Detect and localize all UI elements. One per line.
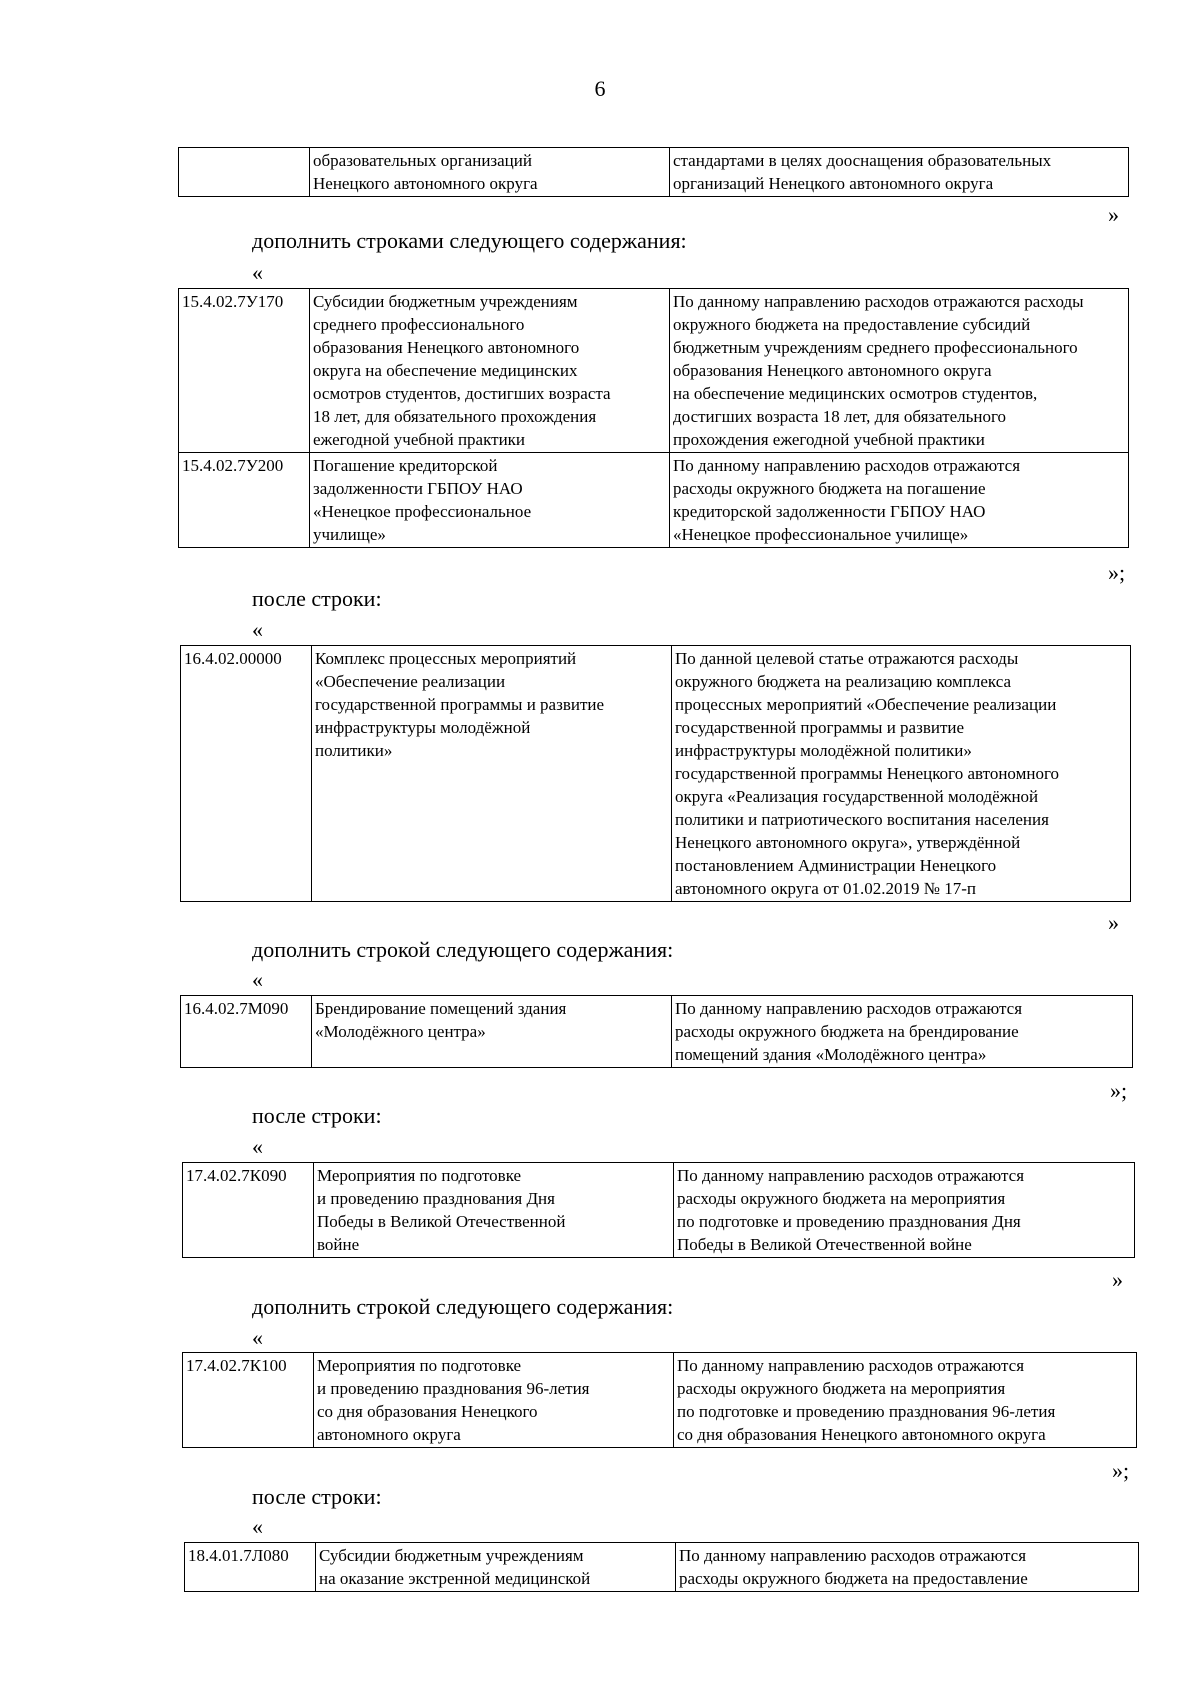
budget-table-3	[180, 995, 1133, 1068]
text-line: ежегодной учебной практики	[313, 430, 526, 449]
text-line: инфраструктуры молодёжной политики»	[675, 741, 972, 760]
closing-quote: »;	[1110, 1078, 1128, 1103]
opening-quote: «	[252, 1514, 263, 1539]
closing-quote: »	[1108, 202, 1119, 227]
text-line: политики»	[315, 741, 393, 760]
text-line: на обеспечение медицинских осмотров студентов,	[673, 384, 1038, 403]
table-row	[181, 996, 1133, 1068]
page-number: 6	[594, 76, 606, 101]
target-article-code: 15.4.02.7У170	[179, 289, 310, 453]
text-line: стандартами в целях дооснащения образовательных	[673, 151, 1052, 170]
article-name-cell	[316, 1543, 676, 1592]
opening-quote: «	[252, 1134, 263, 1159]
text-line: войне	[317, 1235, 360, 1254]
text-line: расходы окружного бюджета на брендирование	[675, 1022, 1019, 1041]
text-line: организаций Ненецкого автономного округа	[673, 174, 994, 193]
text-line: процессных мероприятий «Обеспечение реализации	[675, 695, 1057, 714]
text-line: государственной программы и развитие	[675, 718, 965, 737]
budget-table-5	[182, 1352, 1137, 1448]
closing-quote: »;	[1108, 560, 1126, 585]
table-row	[185, 1543, 1139, 1592]
text-line: среднего профессионального	[313, 315, 525, 334]
text-line: помещений здания «Молодёжного центра»	[675, 1045, 987, 1064]
article-description-cell	[676, 1543, 1139, 1592]
table-row	[179, 453, 1129, 548]
text-line: По данному направлению расходов отражаются расходы	[673, 292, 1084, 311]
article-description-cell	[670, 453, 1129, 548]
text-line: 18 лет, для обязательного прохождения	[313, 407, 597, 426]
text-line: по подготовке и проведению празднования Дня	[677, 1212, 1021, 1231]
text-line: округа «Реализация государственной молодёжной	[675, 787, 1039, 806]
text-line: политики и патриотического воспитания населения	[675, 810, 1049, 829]
text-line: автономного округа от 01.02.2019 № 17-п	[675, 879, 977, 898]
text-line: округа на обеспечение медицинских	[313, 361, 578, 380]
text-line: образования Ненецкого автономного	[313, 338, 580, 357]
text-line: По данному направлению расходов отражаются	[673, 456, 1021, 475]
text-line: «Обеспечение реализации	[315, 672, 506, 691]
opening-quote: «	[252, 1325, 263, 1350]
text-line: «Ненецкое профессиональное училище»	[673, 525, 969, 544]
text-line: училище»	[313, 525, 386, 544]
article-description-cell	[670, 148, 1129, 197]
target-article-code: 16.4.02.00000	[181, 646, 312, 902]
text-line: постановлением Администрации Ненецкого	[675, 856, 997, 875]
text-line: «Молодёжного центра»	[315, 1022, 486, 1041]
text-line: «Ненецкое профессиональное	[313, 502, 532, 521]
article-description-cell	[674, 1353, 1137, 1448]
text-line: Победы в Великой Отечественной войне	[677, 1235, 972, 1254]
text-line: окружного бюджета на предоставление субсидий	[673, 315, 1031, 334]
text-line: государственной программы и развитие	[315, 695, 605, 714]
article-description-cell	[672, 996, 1133, 1068]
opening-quote: «	[252, 967, 263, 992]
text-line: окружного бюджета на реализацию комплекса	[675, 672, 1012, 691]
budget-table-2	[180, 645, 1131, 902]
instruction-text: дополнить строками следующего содержания:	[252, 228, 687, 253]
instruction-text: после строки:	[252, 586, 382, 611]
closing-quote: »	[1108, 910, 1119, 935]
text-line: По данному направлению расходов отражаются	[675, 999, 1023, 1018]
article-name-cell	[312, 646, 672, 902]
instruction-text: после строки:	[252, 1103, 382, 1128]
text-line: расходы окружного бюджета на мероприятия	[677, 1379, 1006, 1398]
text-line: инфраструктуры молодёжной	[315, 718, 531, 737]
closing-quote: »;	[1112, 1458, 1130, 1483]
article-name-cell	[310, 453, 670, 548]
text-line: государственной программы Ненецкого автономного	[675, 764, 1060, 783]
text-line: и проведению празднования Дня	[317, 1189, 555, 1208]
budget-table-4	[182, 1162, 1135, 1258]
text-line: образования Ненецкого автономного округа	[673, 361, 992, 380]
text-line: Комплекс процессных мероприятий	[315, 649, 577, 668]
text-line: кредиторской задолженности ГБПОУ НАО	[673, 502, 986, 521]
text-line: По данному направлению расходов отражаются	[679, 1546, 1027, 1565]
article-name-cell	[310, 289, 670, 453]
text-line: бюджетным учреждениям среднего профессионального	[673, 338, 1078, 357]
target-article-code: 16.4.02.7М090	[181, 996, 312, 1068]
text-line: образовательных организаций	[313, 151, 532, 170]
target-article-code: 17.4.02.7К090	[183, 1163, 314, 1258]
article-name-cell	[312, 996, 672, 1068]
article-name-cell	[314, 1163, 674, 1258]
text-line: Ненецкого автономного округа», утверждённой	[675, 833, 1021, 852]
budget-table-0	[178, 147, 1129, 197]
instruction-text: дополнить строкой следующего содержания:	[252, 937, 674, 962]
text-line: Мероприятия по подготовке	[317, 1356, 522, 1375]
text-line: достигших возраста 18 лет, для обязательного	[673, 407, 1007, 426]
text-line: Погашение кредиторской	[313, 456, 498, 475]
text-line: Брендирование помещений здания	[315, 999, 567, 1018]
budget-table-1	[178, 288, 1129, 548]
table-row	[179, 289, 1129, 453]
table-row	[183, 1353, 1137, 1448]
article-description-cell	[674, 1163, 1135, 1258]
article-name-cell	[310, 148, 670, 197]
article-description-cell	[670, 289, 1129, 453]
instruction-text: дополнить строкой следующего содержания:	[252, 1294, 674, 1319]
text-line: Победы в Великой Отечественной	[317, 1212, 566, 1231]
opening-quote: «	[252, 617, 263, 642]
text-line: на оказание экстренной медицинской	[319, 1569, 591, 1588]
text-line: задолженности ГБПОУ НАО	[313, 479, 523, 498]
text-line: Мероприятия по подготовке	[317, 1166, 522, 1185]
text-line: расходы окружного бюджета на мероприятия	[677, 1189, 1006, 1208]
opening-quote: «	[252, 260, 263, 285]
text-line: расходы окружного бюджета на погашение	[673, 479, 986, 498]
target-article-code: 18.4.01.7Л080	[185, 1543, 316, 1592]
text-line: со дня образования Ненецкого	[317, 1402, 538, 1421]
text-line: и проведению празднования 96-летия	[317, 1379, 590, 1398]
article-description-cell	[672, 646, 1131, 902]
closing-quote: »	[1112, 1267, 1123, 1292]
text-line: Ненецкого автономного округа	[313, 174, 538, 193]
text-line: Субсидии бюджетным учреждениям	[319, 1546, 584, 1565]
table-row	[179, 148, 1129, 197]
table-row	[183, 1163, 1135, 1258]
target-article-code	[179, 148, 310, 197]
text-line: со дня образования Ненецкого автономного округа	[677, 1425, 1046, 1444]
text-line: прохождения ежегодной учебной практики	[673, 430, 985, 449]
text-line: по подготовке и проведению празднования 96-летия	[677, 1402, 1056, 1421]
instruction-text: после строки:	[252, 1484, 382, 1509]
budget-table-6	[184, 1542, 1139, 1592]
text-line: автономного округа	[317, 1425, 461, 1444]
target-article-code: 15.4.02.7У200	[179, 453, 310, 548]
text-line: По данной целевой статье отражаются расходы	[675, 649, 1019, 668]
table-row	[181, 646, 1131, 902]
text-line: По данному направлению расходов отражаются	[677, 1166, 1025, 1185]
text-line: расходы окружного бюджета на предоставление	[679, 1569, 1028, 1588]
target-article-code: 17.4.02.7К100	[183, 1353, 314, 1448]
text-line: осмотров студентов, достигших возраста	[313, 384, 611, 403]
text-line: Субсидии бюджетным учреждениям	[313, 292, 578, 311]
text-line: По данному направлению расходов отражаются	[677, 1356, 1025, 1375]
article-name-cell	[314, 1353, 674, 1448]
